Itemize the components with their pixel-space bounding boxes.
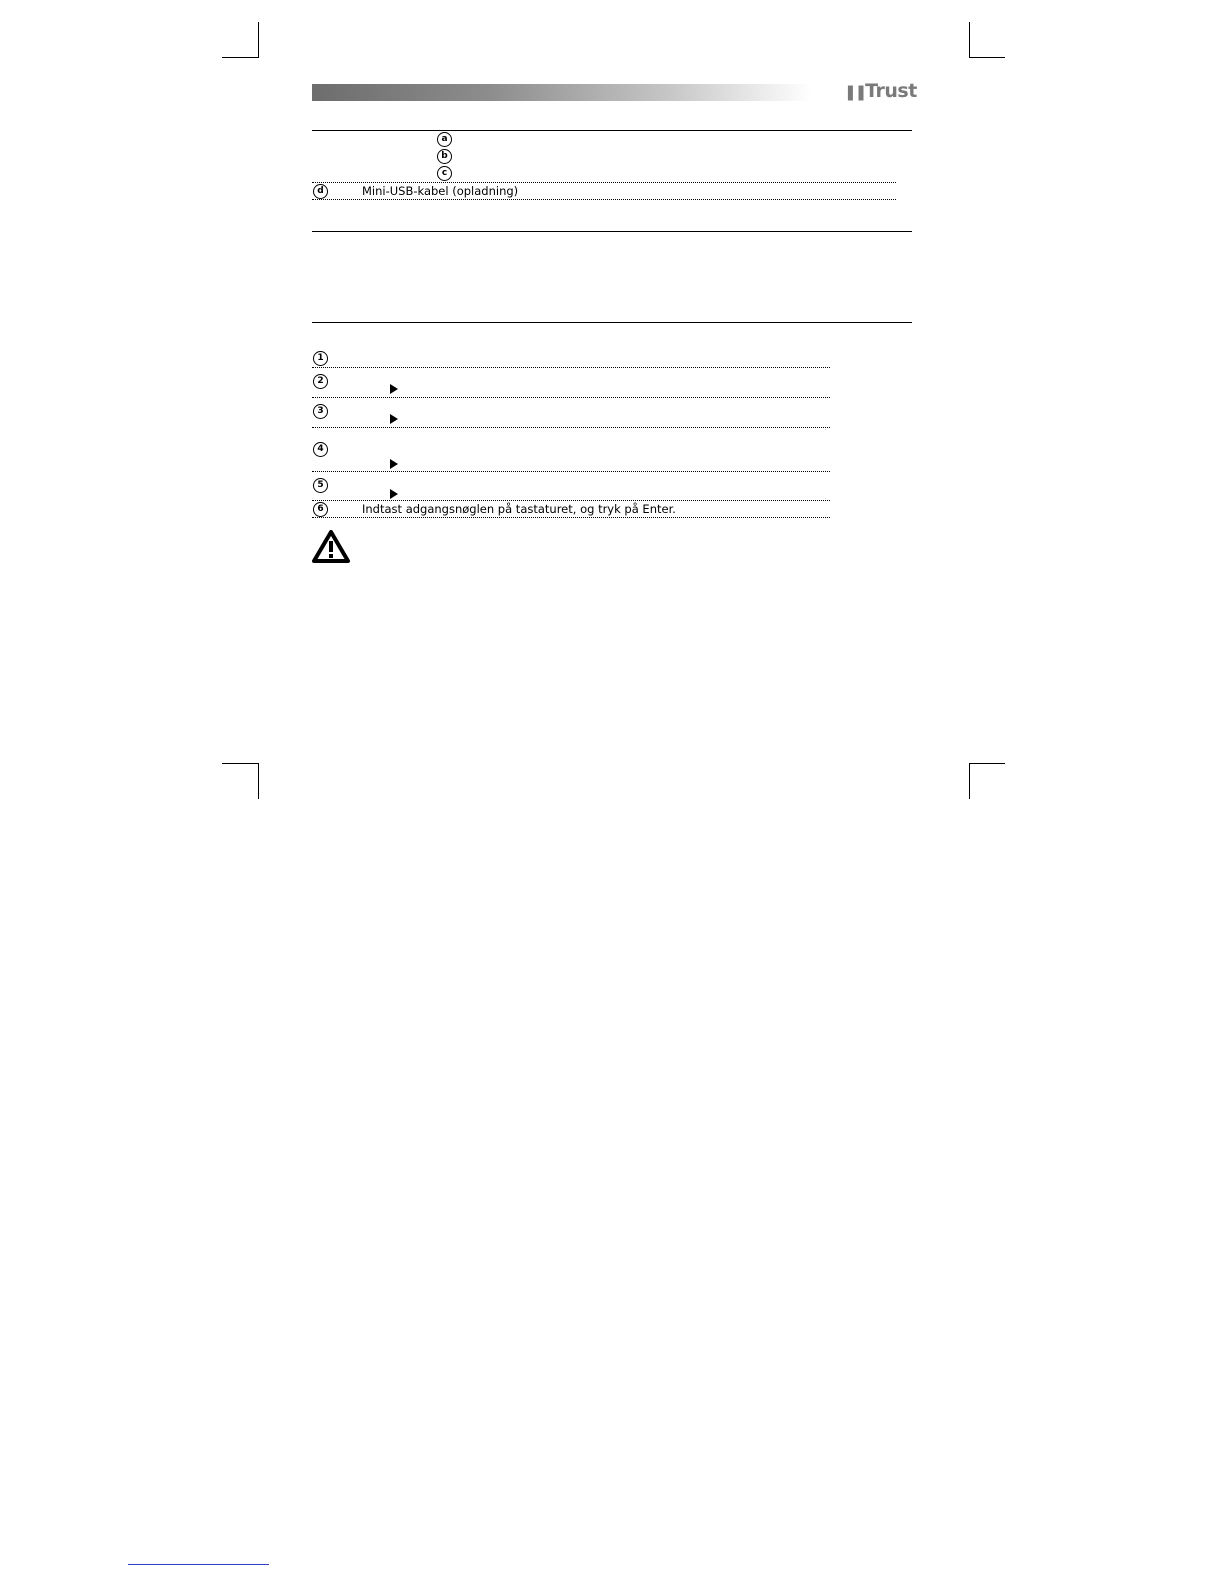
- step-divider: [312, 500, 830, 501]
- row-divider: [312, 182, 896, 183]
- crop-mark: [969, 22, 970, 58]
- step-6-text: Indtast adgangsnøglen på tastaturet, og tryk på Enter.: [362, 502, 676, 516]
- header-gradient-bar: [312, 84, 812, 101]
- step-2-icon: 2: [313, 374, 328, 389]
- step-5-icon: 5: [313, 478, 328, 493]
- marker-b-icon: b: [437, 149, 452, 164]
- warning-icon: [312, 530, 350, 563]
- marker-a-icon: a: [437, 132, 452, 147]
- crop-mark: [969, 763, 970, 799]
- step-3-icon: 3: [313, 404, 328, 419]
- row-divider: [312, 199, 896, 200]
- triangle-right-icon: [390, 489, 398, 499]
- crop-mark: [222, 763, 258, 764]
- section-rule: [312, 322, 912, 323]
- crop-mark: [969, 57, 1005, 58]
- step-6-icon: 6: [313, 502, 328, 517]
- section-rule: [312, 231, 912, 232]
- logo-text: Trust: [865, 80, 917, 102]
- triangle-right-icon: [390, 414, 398, 424]
- crop-mark: [258, 22, 259, 58]
- marker-c-icon: c: [437, 166, 452, 181]
- step-divider: [312, 517, 830, 518]
- triangle-right-icon: [390, 459, 398, 469]
- triangle-right-icon: [390, 384, 398, 394]
- step-1-icon: 1: [313, 351, 328, 366]
- brand-logo: [844, 80, 917, 102]
- table-top-rule: [312, 130, 912, 131]
- step-divider: [312, 427, 830, 428]
- step-divider: [312, 397, 830, 398]
- marker-d-icon: d: [313, 184, 328, 199]
- step-divider: [312, 471, 830, 472]
- crop-mark: [222, 57, 258, 58]
- component-label-d: Mini-USB-kabel (opladning): [362, 184, 519, 198]
- footer-link[interactable]: [128, 1564, 269, 1565]
- step-divider: [312, 367, 830, 368]
- step-4-icon: 4: [313, 442, 328, 457]
- trust-logo-icon: ❚❚: [844, 83, 866, 101]
- crop-mark: [258, 763, 259, 799]
- crop-mark: [969, 763, 1005, 764]
